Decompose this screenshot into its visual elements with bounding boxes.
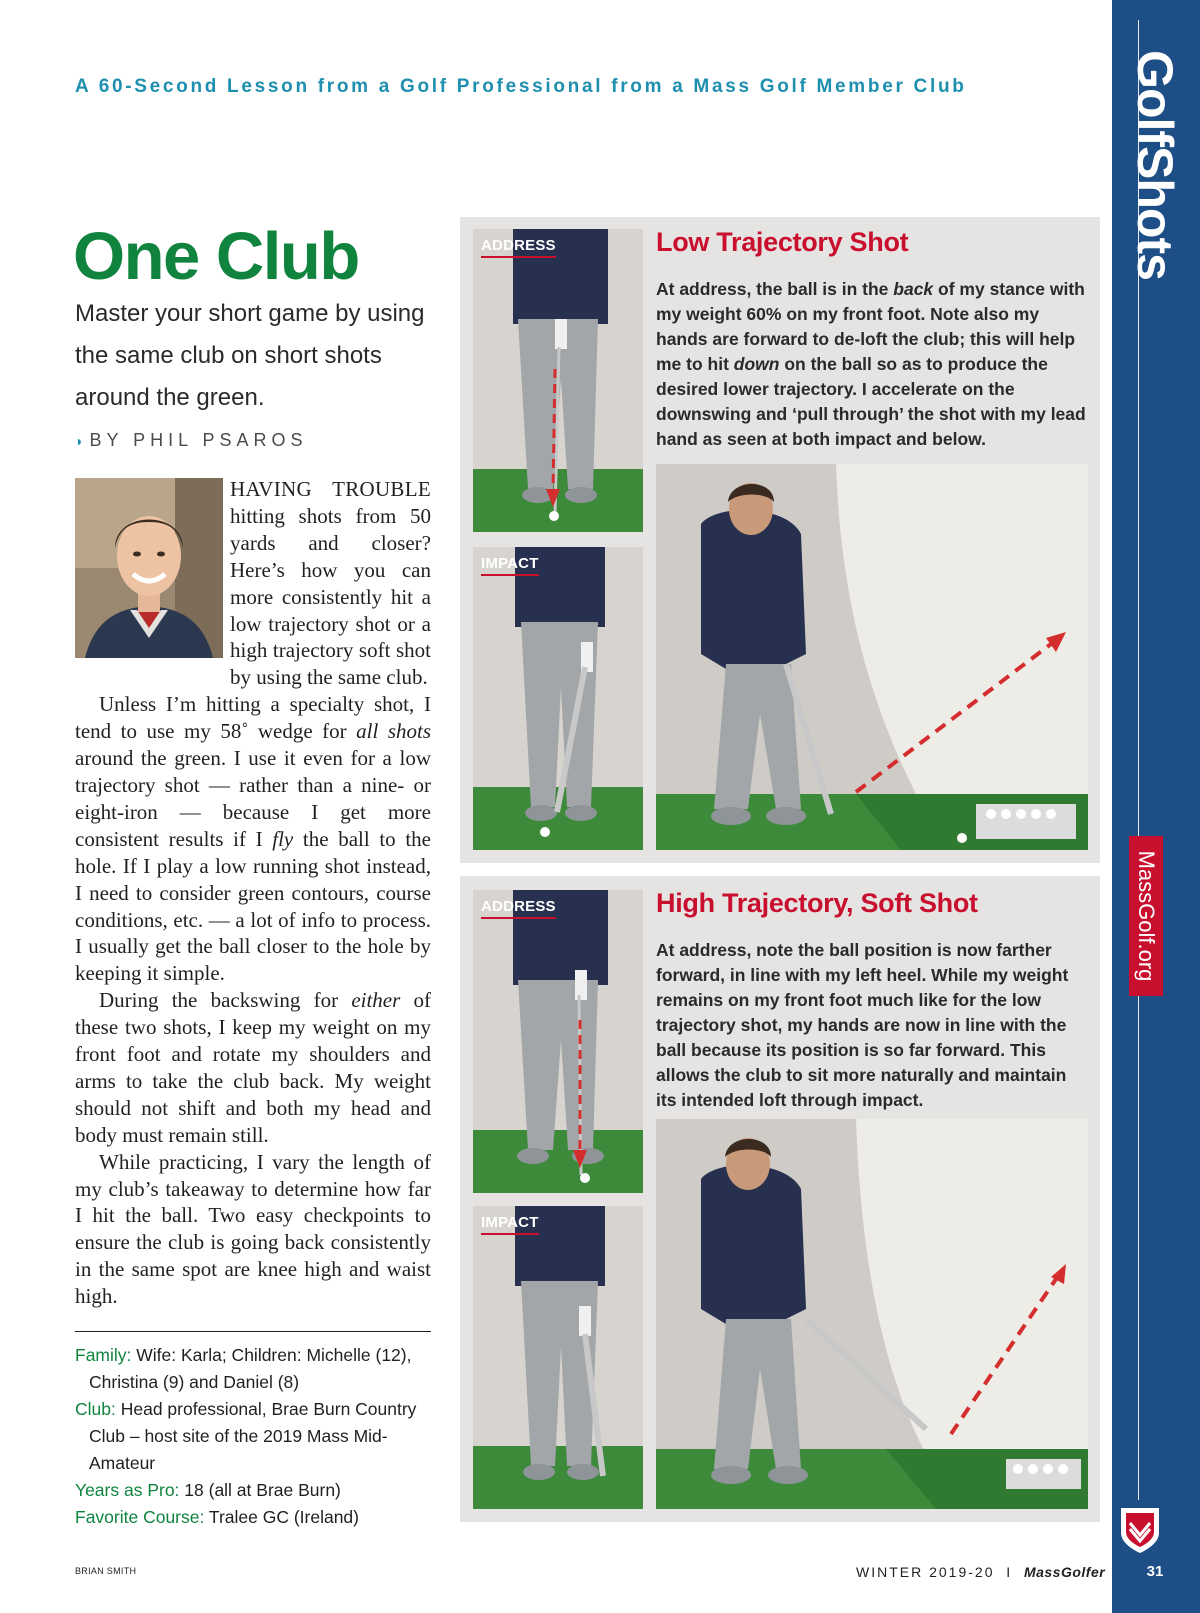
article-title: One Club [73, 219, 359, 294]
fact-club [75, 1396, 445, 1477]
byline-text: BY PHIL PSAROS [89, 430, 308, 450]
paragraph-2-emphasis-2: fly [272, 826, 294, 851]
article-body [75, 476, 431, 1310]
high-address-tag: ADDRESS [481, 898, 556, 919]
paragraph-3-emphasis: either [351, 988, 401, 1013]
site-url-text: MassGolf.org [1134, 850, 1159, 982]
lead-in: HAVING TROUBLE [230, 477, 431, 501]
paragraph-3 [75, 987, 431, 1148]
high-trajectory-heading: High Trajectory, Soft Shot [656, 888, 978, 918]
author-facts [75, 1342, 445, 1531]
photo-credit: BRIAN SMITH [75, 1566, 137, 1576]
article-subtitle: Master your short game by using the same club on short shots around the green. [75, 300, 425, 411]
mass-golf-shield-icon [1118, 1505, 1162, 1555]
article-byline [75, 430, 308, 451]
lesson-kicker: A 60-Second Lesson from a Golf Professional from a Mass Golf Member Club [75, 76, 967, 97]
high-address-image [473, 890, 643, 1193]
fact-course-label: Favorite Course: [75, 1507, 205, 1527]
low-impact-photo [473, 547, 643, 850]
paragraph-3-text-b: of these two shots, I keep my weight on my front foot and rotate my shoulders and arms to take the club back. My weight should not shift and both my head and body must remain still. [75, 988, 432, 1147]
low-text-b: of my stance with my weight 60% on my front foot. Note also my hands are forward to de-loft the club; this will help me to hit [656, 279, 1085, 374]
page-number: 31 [1146, 1563, 1164, 1580]
fact-family [75, 1342, 445, 1396]
low-impact-tag: IMPACT [481, 555, 539, 576]
fact-years-value: 18 (all at Brae Burn) [179, 1480, 341, 1500]
issue-date: WINTER 2019-20 [856, 1564, 995, 1580]
paragraph-2-text-a: Unless I’m hitting a specialty shot, I tend to use my 58˚ wedge for [75, 692, 431, 744]
high-impact-image [473, 1206, 643, 1509]
fact-club-value: Head professional, Brae Burn Country Club – host site of the 2019 Mass Mid-Amateur [89, 1399, 417, 1473]
low-address-tag: ADDRESS [481, 237, 556, 258]
magazine-name: MassGolfer [1023, 1564, 1106, 1580]
high-trajectory-description: At address, note the ball position is now farther forward, in line with my left heel. While my weight remains on my front foot much like for the low trajectory shot, my hands are now in line with the ball because its position is so far forward. This allows the club to sit more naturally and maintain its intended loft through impact. [656, 940, 1069, 1110]
paragraph-2 [75, 691, 431, 987]
fact-course-value: Tralee GC (Ireland) [204, 1507, 359, 1527]
low-followthrough-image [656, 464, 1088, 850]
facts-divider [75, 1331, 431, 1332]
page-footer [856, 1564, 1105, 1580]
low-followthrough-photo [656, 464, 1088, 850]
fact-family-label: Family: [75, 1345, 132, 1365]
low-address-photo [473, 229, 643, 532]
low-text-c: on the ball so as to produce the desired lower trajectory. I accelerate on the downswing and ‘pull through’ the shot with my lead hand as seen at both impact and below. [656, 354, 1086, 449]
paragraph-2-text-b: around the green. I use it even for a low trajectory shot — rather than a nine- or eight-iron — because I get more consistent results if I [75, 746, 431, 851]
low-address-image [473, 229, 643, 532]
section-label [1127, 50, 1183, 280]
high-followthrough-image [656, 1119, 1088, 1509]
high-trajectory-panel [460, 876, 1100, 1522]
fact-years-label: Years as Pro: [75, 1480, 180, 1500]
low-text-a: At address, the ball is in the [656, 279, 894, 299]
byline-bullet-icon: ◗ [75, 433, 84, 449]
low-trajectory-panel [460, 217, 1100, 863]
fact-club-label: Club: [75, 1399, 116, 1419]
low-trajectory-description [656, 277, 1086, 452]
paragraph-4: While practicing, I vary the length of my club’s takeaway to determine how far I hit the ball. Two easy checkpoints to ensure the club is going back consistently in the same spot are knee high and waist high. [75, 1149, 431, 1309]
paragraph-1-text: hitting shots from 50 yards and closer? Here’s how you can more consistently hit a low trajectory shot or a high trajectory soft shot by using the same club. [230, 503, 431, 690]
high-impact-photo [473, 1206, 643, 1509]
high-address-photo [473, 890, 643, 1193]
low-text-emphasis-1: back [893, 279, 934, 299]
low-impact-image [473, 547, 643, 850]
low-text-emphasis-2: down [733, 354, 780, 374]
fact-years [75, 1477, 445, 1504]
paragraph-2-emphasis: all shots [356, 719, 431, 744]
fact-family-value: Wife: Karla; Children: Michelle (12), Christina (9) and Daniel (8) [89, 1345, 412, 1392]
section-label-text: GolfShots [1127, 50, 1183, 280]
paragraph-3-text-a: During the backswing for [99, 988, 352, 1013]
high-followthrough-photo [656, 1119, 1088, 1509]
low-trajectory-heading: Low Trajectory Shot [656, 227, 909, 257]
paragraph-2-text-c: the ball to the hole. If I play a low running shot instead, I need to consider green contours, course conditions, etc. — a lot of info to process. I usually get the ball closer to the hole by keeping it simple. [75, 826, 431, 986]
high-impact-tag: IMPACT [481, 1214, 539, 1235]
portrait-float-spacer [75, 476, 230, 668]
fact-course [75, 1504, 445, 1531]
site-url-tab[interactable] [1129, 836, 1163, 996]
footer-separator: I [1006, 1564, 1013, 1580]
